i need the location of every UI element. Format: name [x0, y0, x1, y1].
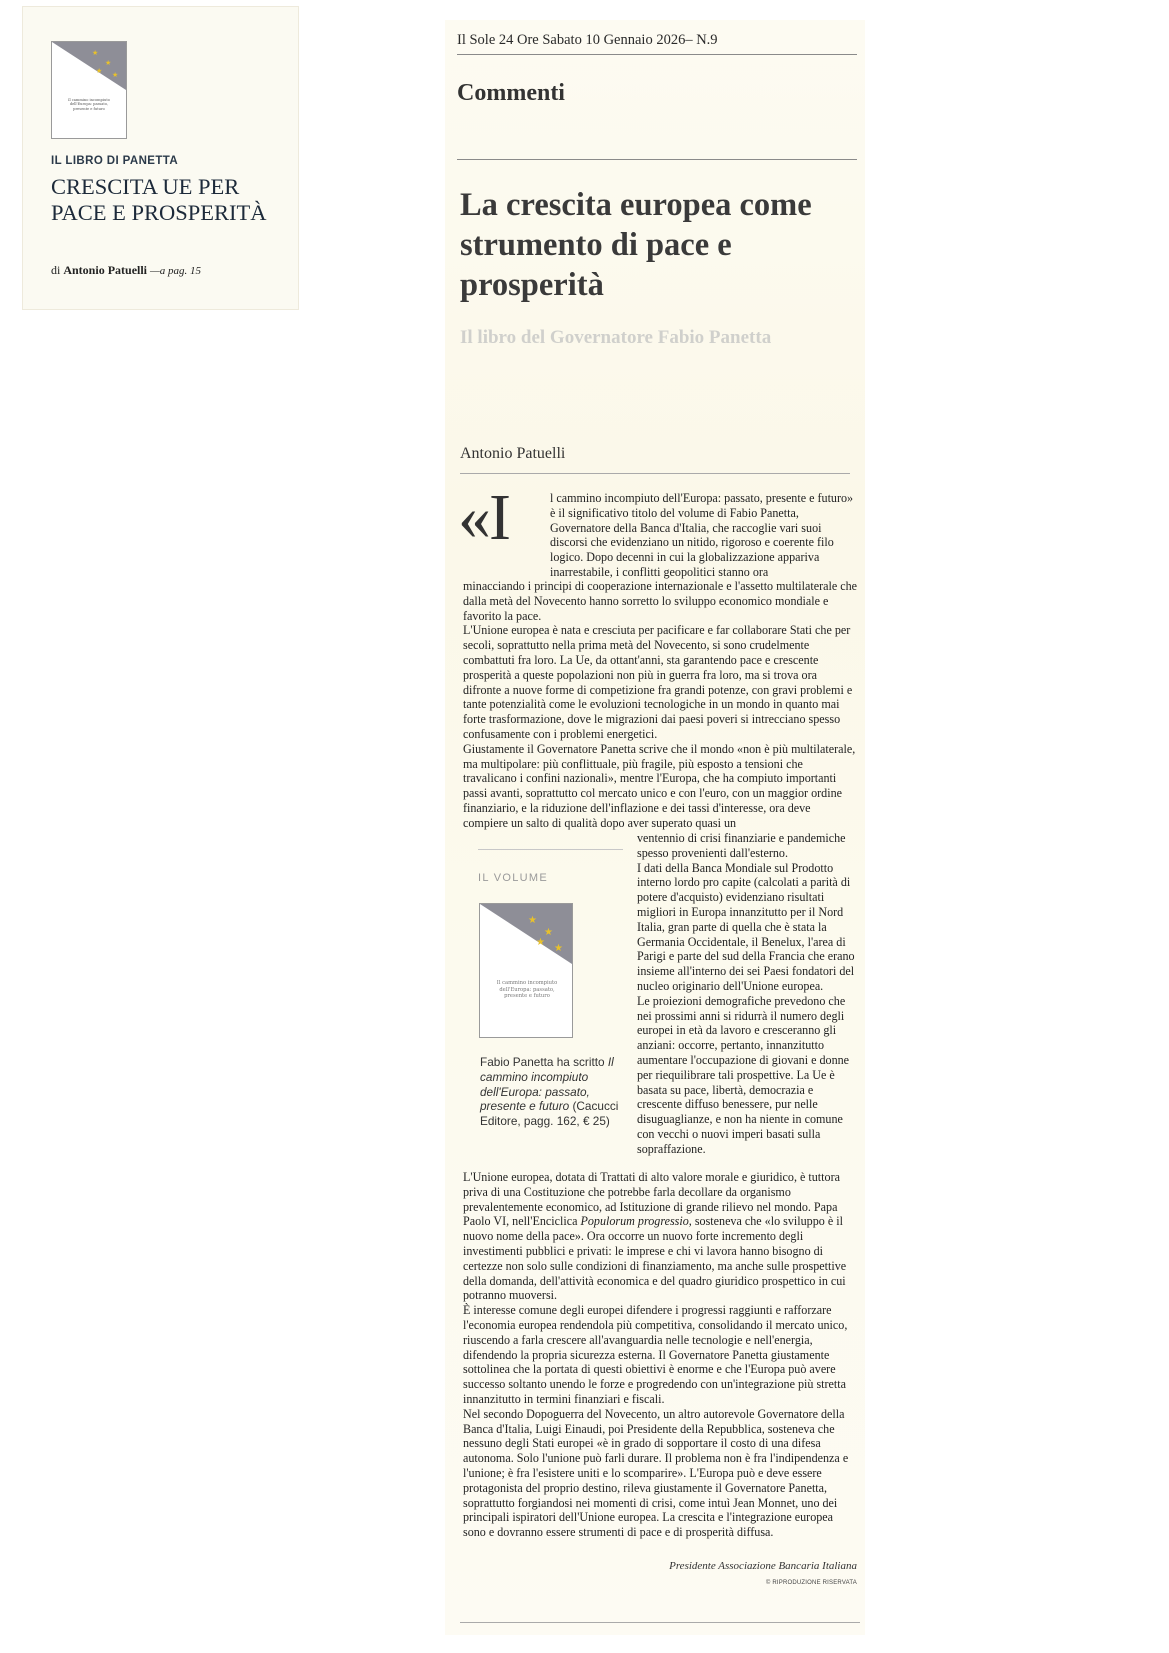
- author-rule: [460, 473, 850, 474]
- paragraph-text: , sosteneva che «lo sviluppo è il nuovo nome della pace». Ora occorre un nuovo forte incremento degli investimenti pubblici e privati: le imprese e chi vi lavora hanno bisogno di certezze non solo sulle condizioni di finanziamento, ma anche sulle prospettive della domanda, dell'attività economica e del quadro giuridico prospettico in cui potranno muoversi.: [463, 1214, 847, 1303]
- paragraph: I dati della Banca Mondiale sul Prodotto interno lordo pro capite (calcolati a parità di potere d'acquisto) evidenziano risultati migliori in Europa innanzitutto per il Nord Italia, gran parte di quella che è stata la Germania Occidentale, il Benelux, l'area di Parigi e parte del sud della Francia che erano insieme all'interno dei sei Paesi fondatori del nucleo originario dell'Unione europea.: [637, 860, 855, 993]
- paragraph: Nel secondo Dopoguerra del Novecento, un altro autorevole Governatore della Banca d'Italia, Luigi Einaudi, poi Presidente della Repubblica, sosteneva che nessuno degli Stati europei «è in grado di sopportare il costo di una difesa autonoma. Solo l'unione può farli durare. Il problema non è fra l'indipendenza e l'unione; è fra l'esistere uniti e lo scomparire». L'Europa può e deve essere protagonista del proprio destino, rileva giustamente il Governatore Panetta, soprattutto forgiandosi nei momenti di crisi, come intuì Jean Monnet, uno dei principali ispiratori dell'Unione europea. La crescita e l'integrazione europea sono e dovranno essere strumenti di pace e di prosperità diffusa.: [463, 1406, 849, 1540]
- teaser-kicker: IL LIBRO DI PANETTA: [51, 155, 179, 167]
- dropcap: «I: [458, 481, 509, 554]
- paragraph: L'Unione europea è nata e cresciuta per pacificare e far collaborare Stati che per secoli, soprattutto nella prima metà del Novecento, si sono crudelmente combattuti fra loro. La Ue, da ottant'anni, sta garantendo pace e crescente prosperità a queste popolazioni non più in guerra fra loro, ma si trova ora difronte a nuove forme di competizione fra grandi potenze, con gravi problemi e tante potenzialità come le evoluzioni tecnologiche in un mondo in quanto mai forte trasformazione, dove le migrazioni dai paesi poveri si intrecciano spesso confusamente con i problemi energetici.: [463, 623, 853, 741]
- copyright-notice: © RIPRODUZIONE RISERVATA: [765, 1580, 857, 1586]
- star-icon: ★: [544, 927, 553, 938]
- paragraph-text: L'Unione europea, dotata di Trattati di alto valore morale e giuridico, è tuttora priva di una Costituzione che potrebbe farla decollare da organismo prevalentemente economico, ad Istituzione di grande rilievo nel mondo. Papa Paolo VI, nell'Enciclica: [463, 1170, 840, 1229]
- star-icon: ★: [536, 937, 545, 948]
- star-icon: ★: [96, 67, 103, 75]
- caption-text: Fabio Panetta ha scritto: [480, 1055, 608, 1069]
- paragraph: ventennio di crisi finanziarie e pandemiche spesso provenienti dall'esterno.: [637, 831, 846, 860]
- masthead: Il Sole 24 Ore Sabato 10 Gennaio 2026– N.9: [457, 32, 718, 48]
- paragraph: Le proiezioni demografiche prevedono che nei prossimi anni si ridurrà il numero degli europei in età da lavoro e cresceranno gli anziani: occorre, pertanto, innanzitutto aumentare l'occupazione di giovani e donne per riequilibrare tali prospettive. La Ue è basata su pace, libertà, democrazia e crescente diffuso benessere, pur nelle disuguaglianze, e non ha niente in comune con vecchi o nuovi imperi basati sulla sopraffazione.: [637, 993, 850, 1156]
- paragraph: Giustamente il Governatore Panetta scrive che il mondo «non è più multilaterale, ma multipolare: più conflittuale, più fragile, più esposto a tensioni che travalicano i confini nazionali», mentre l'Europa, che ha compiuto importanti passi avanti, soprattutto col mercato unico e con l'euro, con un maggior ordine finanziario, e la riduzione dell'inflazione e dei tassi d'interesse, ora deve compiere un salto di qualità dopo aver superato quasi un: [463, 741, 856, 830]
- subtitle: Il libro del Governatore Fabio Panetta: [460, 327, 772, 348]
- sidebar-label: IL VOLUME: [478, 872, 548, 884]
- paragraph: [463, 1170, 858, 1303]
- cover-band: [52, 42, 126, 90]
- star-icon: ★: [528, 915, 537, 926]
- star-icon: ★: [92, 49, 99, 57]
- body-block-narrow: [637, 831, 855, 1157]
- byline-prefix: di: [51, 263, 61, 277]
- author-title: Presidente Associazione Bancaria Italiana: [669, 1560, 857, 1572]
- sidebar-caption: [480, 1055, 638, 1129]
- headline: La crescita europea come strumento di pace e prosperità: [460, 187, 812, 303]
- book-cover-text: Il cammino incompiuto dell'Europa: passato, presente e futuro: [496, 980, 558, 999]
- caption-text: (Cacucci Editore, pagg. 162, € 25): [480, 1099, 619, 1129]
- body-block-full-width: [463, 579, 858, 831]
- byline-page: —a pag. 15: [150, 265, 202, 277]
- encyclical-title: Populorum progressio: [580, 1214, 689, 1229]
- teaser-byline: [51, 263, 201, 278]
- body-block-final: [463, 1170, 858, 1540]
- cover-band: [480, 904, 572, 964]
- star-icon: ★: [554, 943, 563, 954]
- paragraph: È interesse comune degli europei difendere i progressi raggiunti e rafforzare l'economia europea rendendola più competitiva, consolidando il mercato unico, riuscendo a farla crescere all'avanguardia nelle tecnologie e nell'energia, difendendo la propria sicurezza esterna. Il Governatore Panetta giustamente sottolinea che la portata di questi obiettivi è enorme e che l'Europa può avere successo soltanto unendo le forze e progredendo con un'integrazione più stretta innanzitutto in termini finanziari e fiscali.: [463, 1303, 848, 1406]
- section-rule: [457, 159, 857, 160]
- star-icon: ★: [112, 71, 119, 79]
- book-cover-image: [479, 903, 573, 1038]
- paragraph: minacciando i principi di cooperazione internazionale e l'assetto multilaterale che dalla metà del Novecento hanno sorretto lo sviluppo economico mondiale e favorito la pace.: [463, 579, 858, 623]
- star-icon: ★: [105, 59, 112, 67]
- caption-book-title: Il cammino incompiuto dell'Europa: passato, presente e futuro: [480, 1055, 614, 1114]
- byline-author: Antonio Patuelli: [63, 263, 148, 277]
- paragraph: l cammino incompiuto dell'Europa: passato, presente e futuro» è il significativo titolo del volume di Fabio Panetta, Governatore della Banca d'Italia, che raccoglie vari suoi discorsi che evidenziano un nitido, rigoroso e coerente filo logico. Dopo decenni in cui la globalizzazione appariva inarrestabile, i conflitti geopolitici stanno ora: [550, 491, 854, 579]
- masthead-rule: [457, 54, 857, 55]
- book-cover-thumbnail: [51, 41, 127, 139]
- book-cover-text: Il cammino incompiuto dell'Europa: passato, presente e futuro: [68, 98, 110, 111]
- teaser-title: CRESCITA UE PER PACE E PROSPERITÀ: [51, 174, 267, 225]
- teaser-box: [22, 6, 299, 310]
- bottom-rule: [460, 1622, 860, 1623]
- sidebar-rule: [478, 849, 623, 850]
- body-block-intro: [550, 491, 855, 580]
- section-title: Commenti: [457, 80, 565, 106]
- author-name: Antonio Patuelli: [460, 445, 566, 462]
